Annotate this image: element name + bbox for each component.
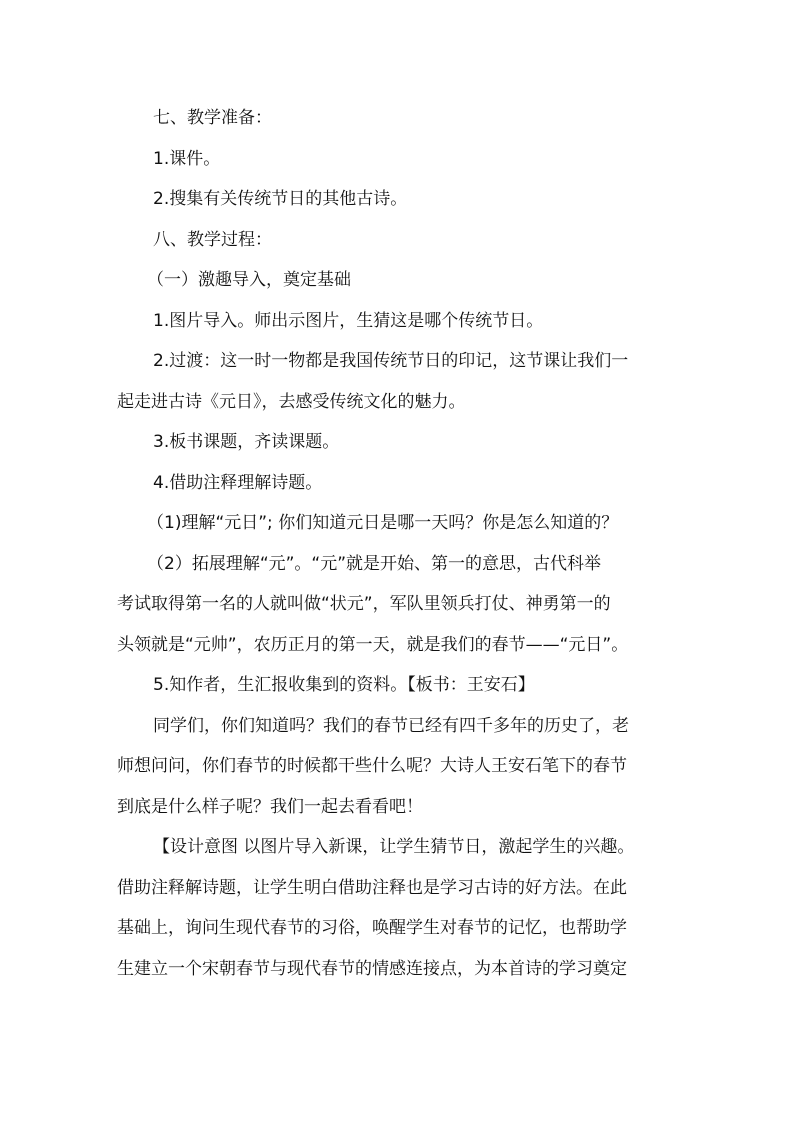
document-body <box>117 98 677 989</box>
paragraph: 1.课件。 <box>153 148 221 169</box>
paragraph: 1.图片导入。师出示图片，生猜这是哪个传统节日。 <box>153 310 544 331</box>
section-heading-teaching-process: 八、教学过程： <box>153 229 272 250</box>
paragraph: （1)理解“元日”; 你们知道元日是哪一天吗？你是怎么知道的？ <box>147 513 619 533</box>
paragraph: 4.借助注释理解诗题。 <box>153 472 323 493</box>
paragraph-continuation: 生建立一个宋朝春节与现代春节的情感连接点，为本首诗的学习奠定 <box>117 958 627 979</box>
design-intent-paragraph: 【设计意图 以图片导入新课，让学生猜节日，激起学生的兴趣。 <box>153 837 635 857</box>
paragraph-continuation: 到底是什么样子呢？我们一起去看看吧！ <box>117 796 423 817</box>
paragraph-continuation: 起走进古诗《元日》，去感受传统文化的魅力。 <box>117 391 466 412</box>
paragraph: 5.知作者，生汇报收集到的资料。【板书：王安石】 <box>153 675 535 695</box>
paragraph-continuation: 师想问问，你们春节的时候都干些什么呢？大诗人王安石笔下的春节 <box>117 756 627 776</box>
paragraph: 2.搜集有关传统节日的其他古诗。 <box>153 189 408 209</box>
paragraph: 2.过渡：这一时一物都是我国传统节日的印记，这节课让我们一 <box>153 351 629 371</box>
subsection-heading: （一）激趣导入，奠定基础 <box>147 270 351 290</box>
paragraph-continuation: 基础上，询问生现代春节的习俗，唤醒学生对春节的记忆，也帮助学 <box>117 918 627 938</box>
section-heading-teaching-preparation: 七、教学准备： <box>153 108 272 128</box>
paragraph: 3.板书课题，齐读课题。 <box>153 432 340 452</box>
paragraph-continuation: 考试取得第一名的人就叫做“状元”，军队里领兵打仗、神勇第一的 <box>117 594 611 614</box>
paragraph: （2）拓展理解“元”。“元”就是开始、第一的意思，古代科举 <box>147 553 602 574</box>
paragraph-continuation: 头领就是“元帅”，农历正月的第一天，就是我们的春节——“元日”。 <box>117 634 629 655</box>
paragraph-continuation: 借助注释解诗题，让学生明白借助注释也是学习古诗的好方法。在此 <box>117 877 627 898</box>
paragraph: 同学们，你们知道吗？我们的春节已经有四千多年的历史了，老 <box>153 715 629 736</box>
